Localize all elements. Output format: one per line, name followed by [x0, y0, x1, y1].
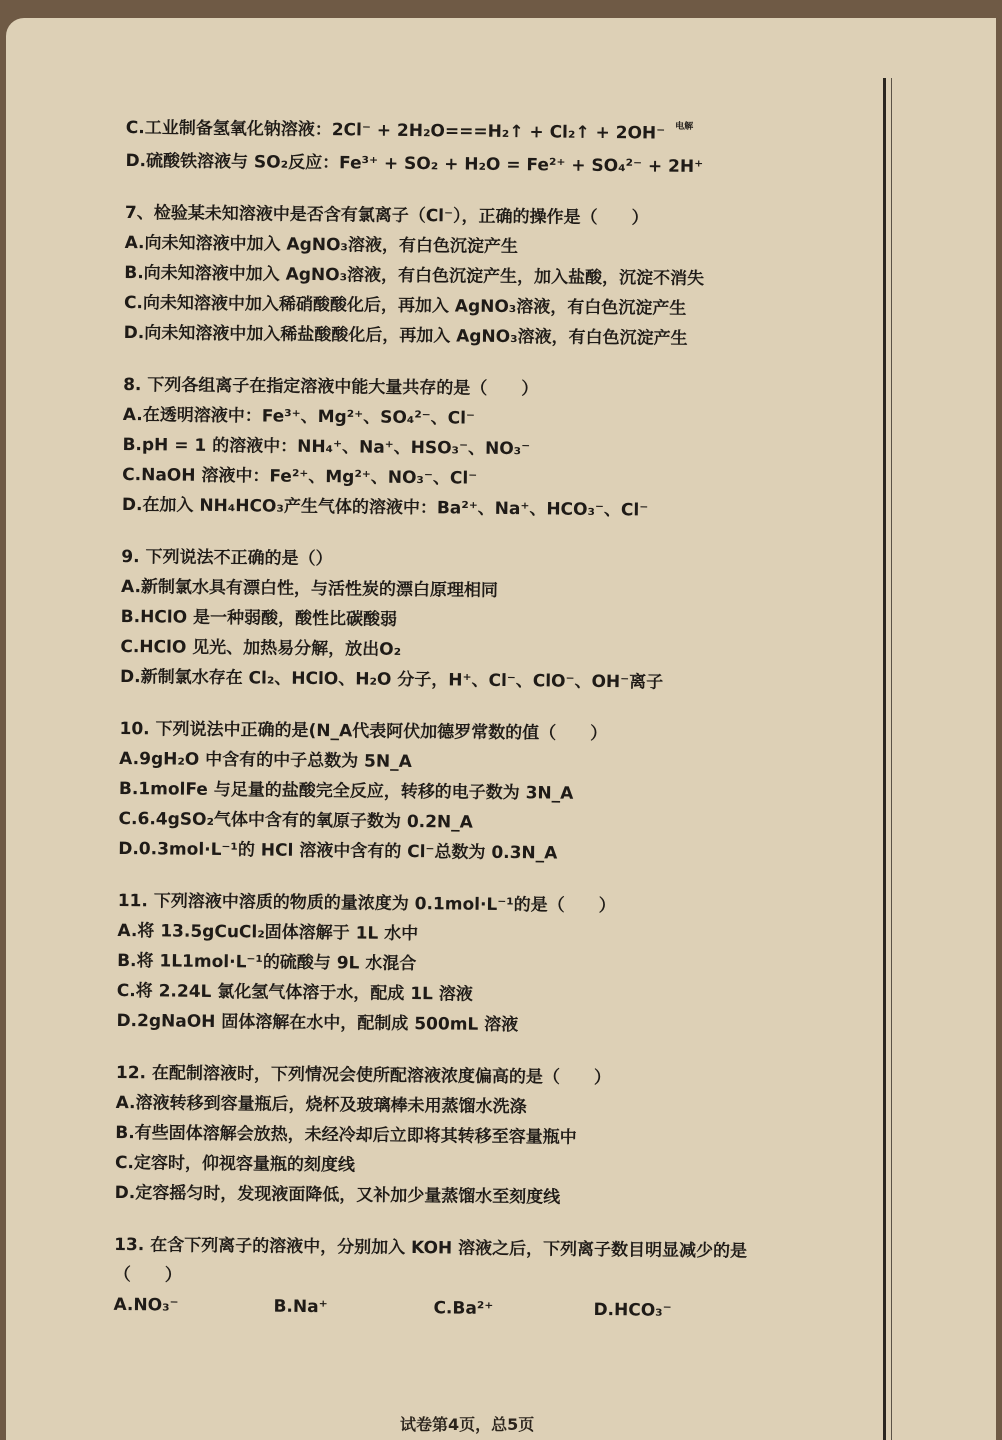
option-a: A.溶液转移到容量瓶后，烧杯及玻璃棒未用蒸馏水洗涤 [115, 1092, 527, 1118]
question-7 [124, 198, 866, 356]
binding-line [883, 78, 886, 1440]
option-b: B.有些固体溶解会放热，未经冷却后立即将其转移至容量瓶中 [115, 1122, 577, 1148]
option-c: C.NaOH 溶液中：Fe²⁺、Mg²⁺、NO₃⁻、Cl⁻ [122, 464, 478, 489]
question-stem-cont: （ ） [113, 1264, 182, 1286]
option-d: D.定容摇匀时，发现液面降低，又补加少量蒸馏水至刻度线 [114, 1182, 561, 1208]
question-stem: 11. 下列溶液中溶质的物质的量浓度为 0.1mol·L⁻¹的是（ ） [117, 890, 616, 917]
question-10 [118, 714, 860, 872]
option-c: C.将 2.24L 氯化氢气体溶于水，配成 1L 溶液 [116, 980, 473, 1005]
option-c: C.定容时，仰视容量瓶的刻度线 [114, 1152, 356, 1176]
option-d: D.向未知溶液中加入稀盐酸酸化后，再加入 AgNO₃溶液，有白色沉淀产生 [123, 322, 688, 349]
question-12 [115, 1058, 857, 1216]
option-b: B.HClO 是一种弱酸，酸性比碳酸弱 [120, 606, 398, 630]
question-stem: 8. 下列各组离子在指定溶液中能大量共存的是（ ） [123, 374, 539, 400]
question-stem: 7、检验某未知溶液中是否含有氯离子（Cl⁻），正确的操作是（ ） [124, 202, 649, 229]
option-c: C.6.4gSO₂气体中含有的氧原子数为 0.2N_A [118, 808, 473, 833]
option-a: A.9gH₂O 中含有的中子总数为 5N_A [119, 748, 412, 773]
option-b: B.向未知溶液中加入 AgNO₃溶液，有白色沉淀产生，加入盐酸，沉淀不消失 [124, 262, 705, 290]
option-c: C.Ba²⁺ [433, 1298, 494, 1319]
option-b: B.1molFe 与足量的盐酸完全反应，转移的电子数为 3N_A [118, 778, 574, 804]
question-9 [120, 542, 862, 700]
question-stem: 13. 在含下列离子的溶液中，分别加入 KOH 溶液之后，下列离子数目明显减少的是 [114, 1234, 748, 1262]
option-a: A.NO₃⁻ [113, 1294, 179, 1316]
page-footer: 试卷第4页，总5页 [400, 1415, 535, 1434]
question-stem: 9. 下列说法不正确的是（） [121, 546, 333, 570]
option-d: D.2gNaOH 固体溶解在水中，配制成 500mL 溶液 [116, 1010, 519, 1036]
option-d: D.HCO₃⁻ [593, 1299, 672, 1321]
option-c: C.HClO 见光、加热易分解，放出O₂ [120, 636, 402, 660]
electrolysis-label: 电解 [675, 121, 694, 132]
option-b: B.pH = 1 的溶液中：NH₄⁺、Na⁺、HSO₃⁻、NO₃⁻ [122, 434, 531, 460]
question-stem: 10. 下列说法中正确的是(N_A代表阿伏加德罗常数的值（ ） [119, 718, 608, 745]
binding-line-thin [891, 78, 892, 1440]
options-row [113, 1290, 853, 1328]
question-11 [116, 886, 858, 1044]
q6-option-c: C.工业制备氢氧化钠溶液：2Cl⁻ + 2H₂O===H₂↑ + Cl₂↑ + 2OH⁻ $^{电解}$ [125, 117, 694, 144]
q6-option-d: D.硫酸铁溶液与 SO₂反应：Fe³⁺ + SO₂ + H₂O = Fe²⁺ + SO₄²⁻ + 2H⁺ [125, 150, 704, 178]
exam-sheet [6, 18, 996, 1440]
option-d: D.0.3mol·L⁻¹的 HCl 溶液中含有的 Cl⁻总数为 0.3N_A [118, 838, 558, 864]
option-b: B.将 1L1mol·L⁻¹的硫酸与 9L 水混合 [117, 950, 417, 975]
question-13 [113, 1230, 854, 1328]
option-d: D.在加入 NH₄HCO₃产生气体的溶液中：Ba²⁺、Na⁺、HCO₃⁻、Cl⁻ [121, 494, 649, 521]
option-a: A.在透明溶液中：Fe³⁺、Mg²⁺、SO₄²⁻、Cl⁻ [122, 404, 476, 429]
option-a: A.将 13.5gCuCl₂固体溶解于 1L 水中 [117, 920, 419, 945]
option-a: A.向未知溶液中加入 AgNO₃溶液，有白色沉淀产生 [124, 232, 519, 258]
option-b: B.Na⁺ [273, 1296, 328, 1318]
question-stem: 12. 在配制溶液时，下列情况会使所配溶液浓度偏高的是（ ） [115, 1062, 612, 1089]
option-d: D.新制氯水存在 Cl₂、HClO、H₂O 分子，H⁺、Cl⁻、ClO⁻、OH⁻离子 [119, 666, 664, 693]
question-8 [122, 370, 864, 528]
question-content [113, 113, 866, 1328]
option-a: A.新制氯水具有漂白性，与活性炭的漂白原理相同 [120, 576, 499, 601]
option-c: C.向未知溶液中加入稀硝酸酸化后，再加入 AgNO₃溶液，有白色沉淀产生 [123, 292, 687, 319]
